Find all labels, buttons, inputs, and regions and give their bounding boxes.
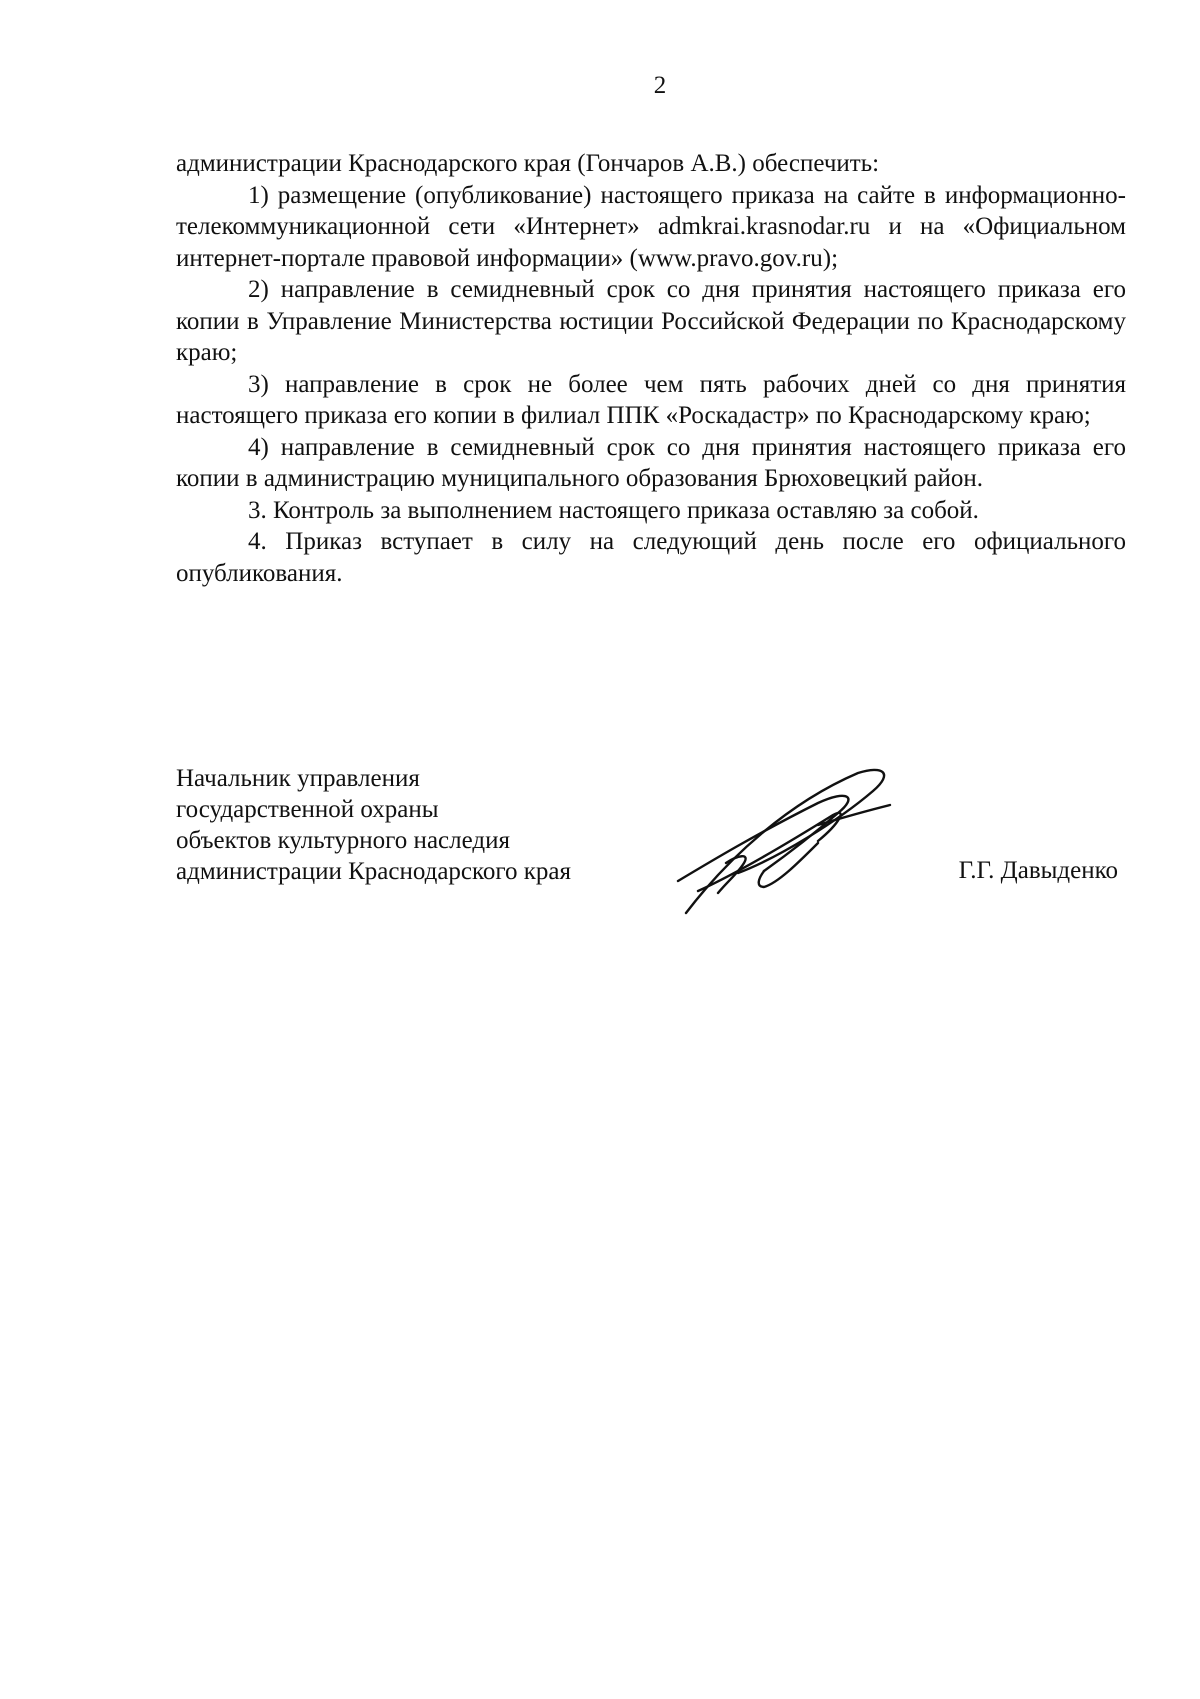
paragraph-item-1: 1) размещение (опубликование) настоящего приказа на сайте в информационно-телекоммуникационной сети «Интернет» admkrai.krasnodar.ru и на «Официальном интернет-портале правовой информации» (www.pravo.gov.ru); <box>176 181 1126 272</box>
signer-title <box>176 763 571 887</box>
signer-title-line: Начальник управления <box>176 765 420 792</box>
handwritten-signature <box>668 763 896 923</box>
signer-title-line: администрации Краснодарского края <box>176 858 572 885</box>
page-number: 2 <box>653 72 667 99</box>
signature-block <box>176 763 1126 923</box>
document-body <box>176 148 1126 589</box>
signer-title-line: государственной охраны <box>176 796 439 823</box>
paragraph-intro: администрации Краснодарского края (Гончаров А.В.) обеспечить: <box>176 150 880 177</box>
paragraph-clause-4: 4. Приказ вступает в силу на следующий день после его официального опубликования. <box>176 528 1126 587</box>
paragraph-clause-3: 3. Контроль за выполнением настоящего приказа оставляю за собой. <box>248 496 979 524</box>
signer-title-line: объектов культурного наследия <box>176 827 510 854</box>
paragraph-item-4: 4) направление в семидневный срок со дня принятия настоящего приказа его копии в администрацию муниципального образования Брюховецкий район. <box>176 433 1126 492</box>
paragraph-item-3: 3) направление в срок не более чем пять рабочих дней со дня принятия настоящего приказа его копии в филиал ППК «Роскадастр» по Краснодарскому краю; <box>176 370 1126 429</box>
paragraph-item-2: 2) направление в семидневный срок со дня принятия настоящего приказа его копии в Управление Министерства юстиции Российской Федерации по Краснодарскому краю; <box>176 276 1126 366</box>
signer-name: Г.Г. Давыденко <box>958 857 1118 884</box>
